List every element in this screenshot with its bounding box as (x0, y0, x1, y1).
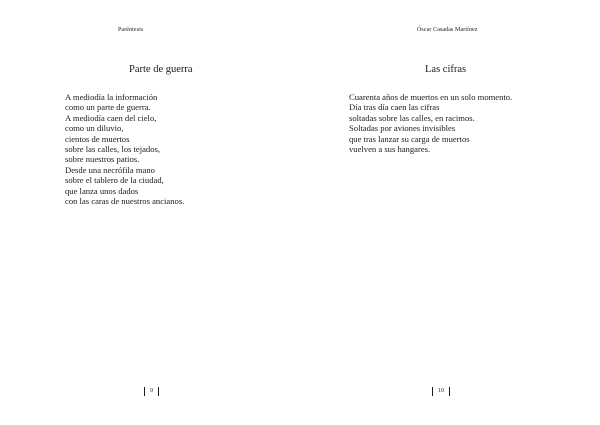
poem-line: con las caras de nuestros ancianos. (65, 195, 185, 206)
poem-line: soltadas sobre las calles, en racimos. (349, 112, 475, 123)
poem-line: Desde una necrófila mano (65, 164, 155, 175)
poem-line: sobre el tablero de la ciudad, (65, 175, 164, 186)
running-head-left: Paréntesis (118, 27, 144, 33)
poem-line: que lanza unos dados (65, 185, 139, 196)
poem-line: A mediodía caen del cielo, (65, 112, 157, 123)
page-number-label: 9 (150, 388, 153, 394)
poem-line: Soltadas por aviones invisibles (349, 123, 456, 134)
poem-body-left (65, 92, 184, 206)
poem-body-right (349, 92, 512, 154)
poem-title-left: Parte de guerra (129, 64, 193, 75)
poem-line: como un diluvio, (65, 123, 124, 134)
poem-line: sobre nuestros patios. (65, 154, 140, 165)
poem-line: como un parte de guerra. (65, 102, 151, 113)
poem-line: que tras lanzar su carga de muertos (349, 133, 470, 144)
page-number-right (432, 385, 450, 397)
page-number-label: 10 (438, 388, 444, 394)
poem-title-right: Las cifras (425, 64, 467, 75)
right-page (300, 0, 600, 425)
running-head-right: Óscar Casadas Martínez (417, 27, 478, 33)
folio-rule (449, 387, 450, 396)
poem-line: sobre las calles, los tejados, (65, 143, 160, 154)
folio-rule (158, 387, 159, 396)
poem-line: vuelven a sus hangares. (349, 143, 431, 154)
poem-line: Día tras día caen las cifras (349, 102, 440, 113)
poem-line: A mediodía la información (65, 92, 158, 102)
poem-line: Cuarenta años de muertos en un solo momento. (349, 92, 513, 102)
poem-line: cientos de muertos (65, 133, 130, 144)
page-number-left (144, 385, 159, 397)
